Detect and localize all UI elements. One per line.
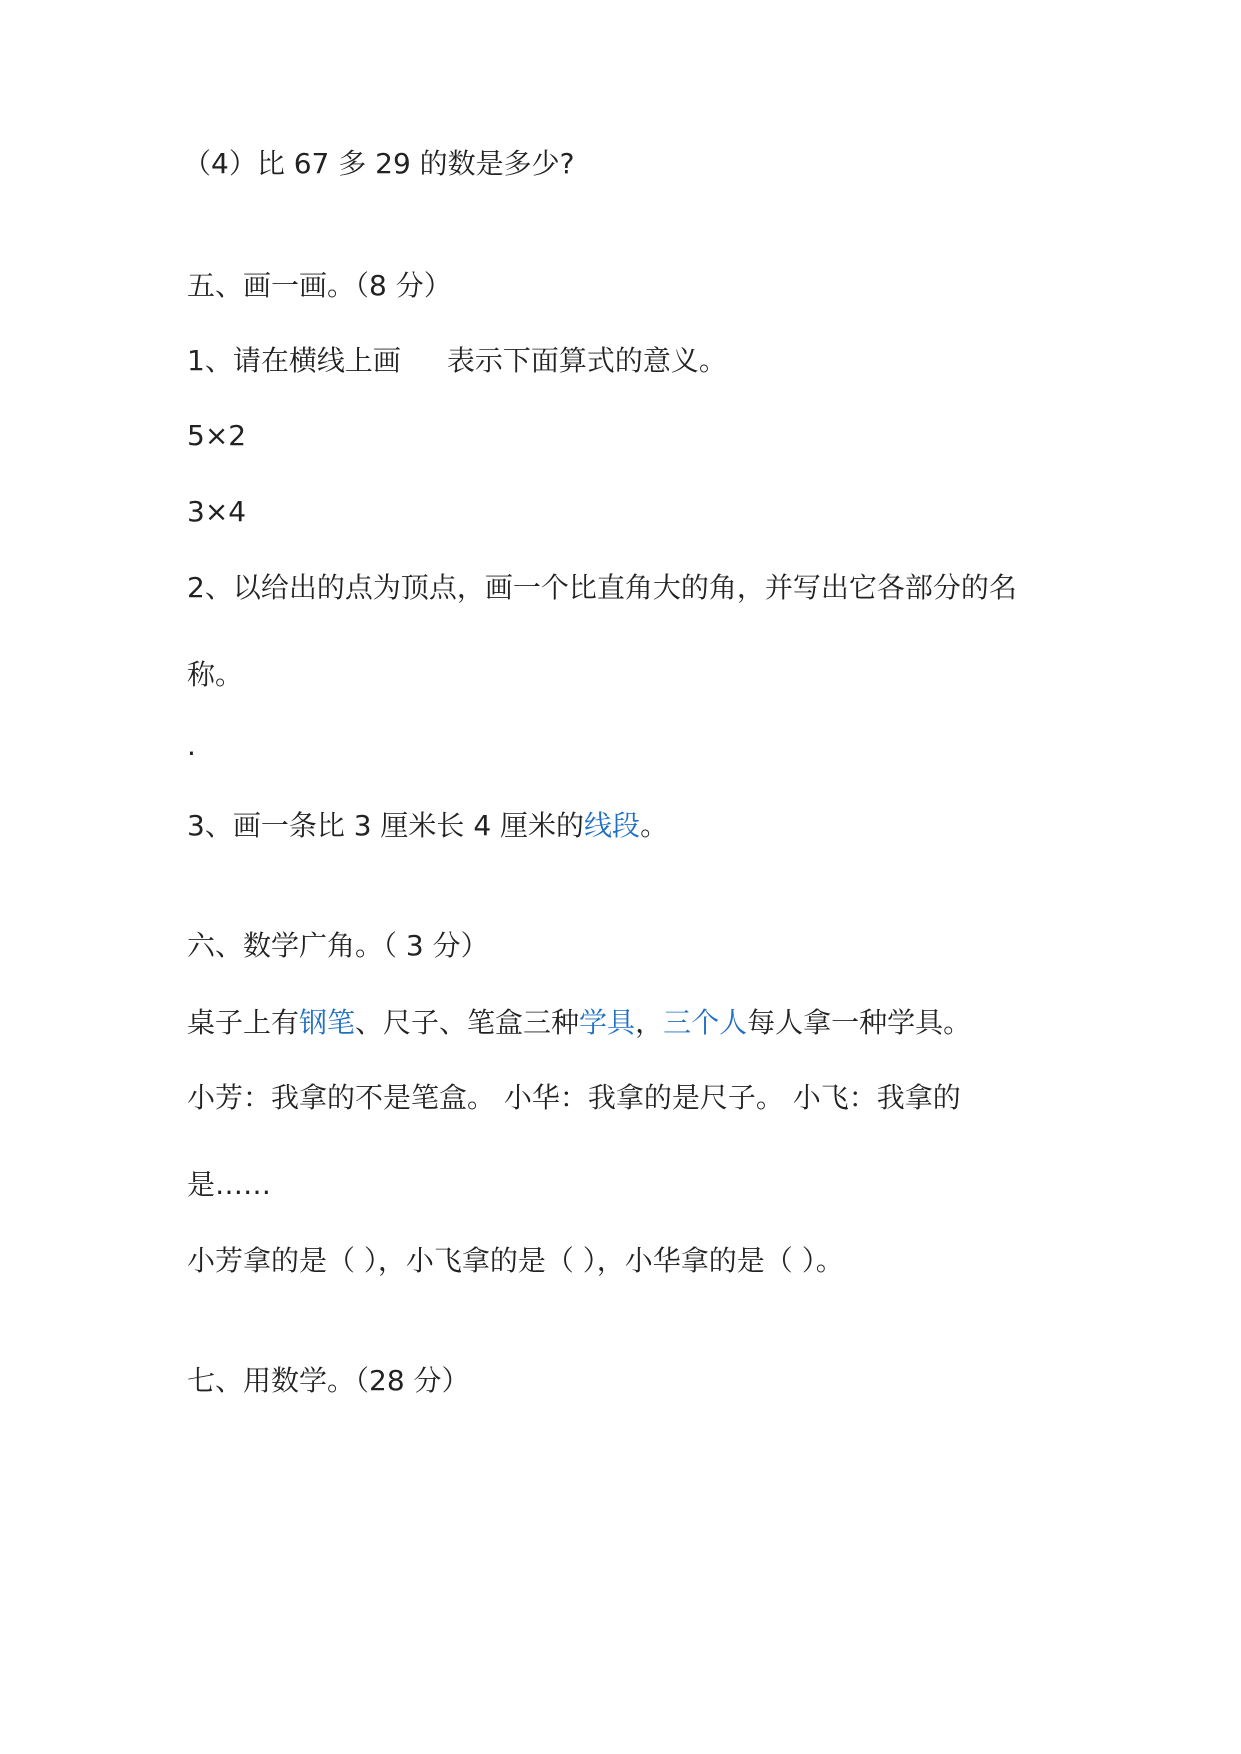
item-3-text: 3、画一条比 3 厘米长 4 厘米的 (187, 809, 585, 842)
section-5-item-2-line-2: 称。 (187, 658, 244, 691)
vertex-point: . (187, 729, 196, 762)
question-4: （4）比 67 多 29 的数是多少? (183, 147, 575, 180)
section-5-item-2-line-1: 2、以给出的点为顶点，画一个比直角大的角，并写出它各部分的名 (187, 571, 1017, 604)
section-5-heading: 五、画一画。（8 分） (187, 269, 452, 302)
section-5-item-3 (187, 806, 668, 846)
desc-text-4: 每人拿一种学具。 (747, 1006, 972, 1039)
three-people-link[interactable]: 三个人 (663, 1006, 748, 1039)
desc-text-2: 、尺子、笔盒三种 (355, 1006, 580, 1039)
section-6-dialog-line-1: 小芳：我拿的不是笔盒。 小华：我拿的是尺子。 小飞：我拿的 (187, 1081, 961, 1114)
section-7-heading: 七、用数学。（28 分） (187, 1364, 470, 1397)
item-1-text-b: 表示下面算式的意义。 (446, 344, 727, 377)
item-3-period: 。 (640, 809, 669, 842)
school-supplies-link[interactable]: 学具 (579, 1006, 636, 1039)
desc-text-1: 桌子上有 (187, 1006, 300, 1039)
expression-3x4: 3×4 (187, 495, 247, 528)
item-1-text-a: 1、请在横线上画 (187, 344, 401, 377)
desc-text-3: ， (635, 1006, 664, 1039)
line-segment-link[interactable]: 线段 (584, 809, 641, 842)
section-6-heading: 六、数学广角。（ 3 分） (187, 929, 489, 962)
pen-link[interactable]: 钢笔 (299, 1006, 356, 1039)
section-6-description (187, 1003, 971, 1043)
section-6-dialog-line-2: 是…… (187, 1168, 272, 1201)
section-6-answer: 小芳拿的是（ ），小飞拿的是（ ），小华拿的是（ ）。 (187, 1244, 844, 1277)
expression-5x2: 5×2 (187, 419, 247, 452)
section-5-item-1 (187, 341, 727, 381)
